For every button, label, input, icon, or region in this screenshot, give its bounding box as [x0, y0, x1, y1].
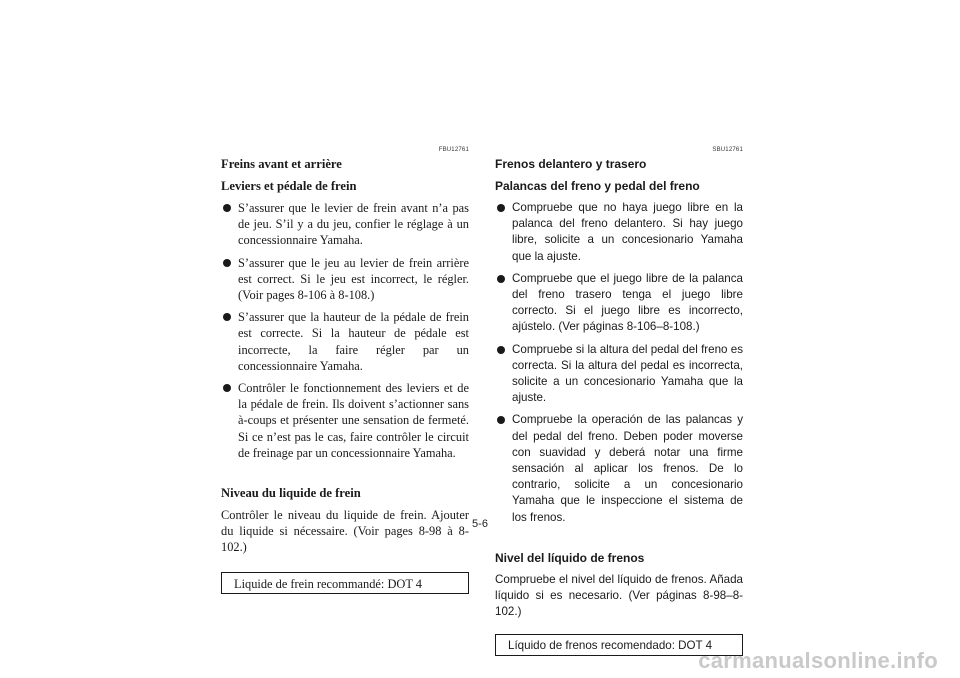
list-item: Compruebe si la altura del pedal del freno es correcta. Si la altura del pedal es incorrecta, solicite a un concesionario Yamaha que la ajuste. [495, 342, 743, 407]
bullet-icon [497, 204, 505, 212]
bullet-icon [497, 346, 505, 354]
bullet-list [221, 200, 469, 461]
bullet-icon [497, 275, 505, 283]
bullet-icon [223, 384, 231, 392]
subsection-heading: Palancas del freno y pedal del freno [495, 179, 700, 193]
subsection-heading: Leviers et pédale de frein [221, 179, 357, 193]
bullet-list [495, 200, 743, 526]
list-item: Compruebe la operación de las palancas y del pedal del freno. Deben poder moverse con suavidad y deberá notar una firme sensación al aplicar los frenos. De lo contrario, solicite a un concesionario Yamaha que le inspeccione el sistema de los frenos. [495, 412, 743, 525]
fluid-heading: Nivel del líquido de frenos [495, 550, 645, 565]
bullet-icon [497, 416, 505, 424]
fluid-text: Contrôler le niveau du liquide de frein. Ajouter du liquide si nécessaire. (Voir pages 8-98 à 8-102.) [221, 508, 469, 555]
bullet-icon [223, 259, 231, 267]
recommended-fluid-box: Líquido de frenos recomendado: DOT 4 [495, 634, 743, 656]
section-code: FBU12761 [438, 147, 469, 153]
list-item: Contrôler le fonctionnement des leviers et de la pédale de frein. Ils doivent s’actionner sans à-coups et présenter une sensation de fermeté. Si ce n’est pas le cas, faire contrôler le circuit de freinage par un concessionnaire Yamaha. [221, 380, 469, 461]
fluid-text: Compruebe el nivel del líquido de frenos. Añada líquido si es necesario. (Ver páginas 8-98–8-102.) [495, 572, 743, 619]
list-item: S’assurer que la hauteur de la pédale de frein est correcte. Si la hauteur de pédale est incorrecte, la faire régler par un concessionnaire Yamaha. [221, 309, 469, 374]
section-heading: Freins avant et arrière [221, 157, 342, 171]
bullet-icon [223, 204, 231, 212]
spanish-column [495, 146, 743, 656]
page-number: 5-6 [472, 518, 488, 530]
section-heading: Frenos delantero y trasero [495, 157, 647, 171]
list-item: S’assurer que le levier de frein avant n’a pas de jeu. S’il y a du jeu, confier le réglage à un concessionnaire Yamaha. [221, 200, 469, 249]
section-code: SBU12761 [712, 147, 743, 153]
watermark-text: carmanualsonline.info [698, 648, 938, 673]
recommended-fluid-box: Liquide de frein recommandé: DOT 4 [221, 572, 469, 594]
list-item: S’assurer que le jeu au levier de frein arrière est correct. Si le jeu est incorrect, le régler. (Voir pages 8-106 à 8-108.) [221, 255, 469, 304]
list-item: Compruebe que no haya juego libre en la palanca del freno delantero. Si hay juego libre, solicite a un concesionario Yamaha que la ajuste. [495, 200, 743, 265]
bullet-icon [223, 313, 231, 321]
list-item: Compruebe que el juego libre de la palanca del freno trasero tenga el juego libre correcto. Si el juego libre es incorrecto, ajústelo. (Ver páginas 8-106–8-108.) [495, 271, 743, 336]
fluid-heading: Niveau du liquide de frein [221, 486, 361, 501]
